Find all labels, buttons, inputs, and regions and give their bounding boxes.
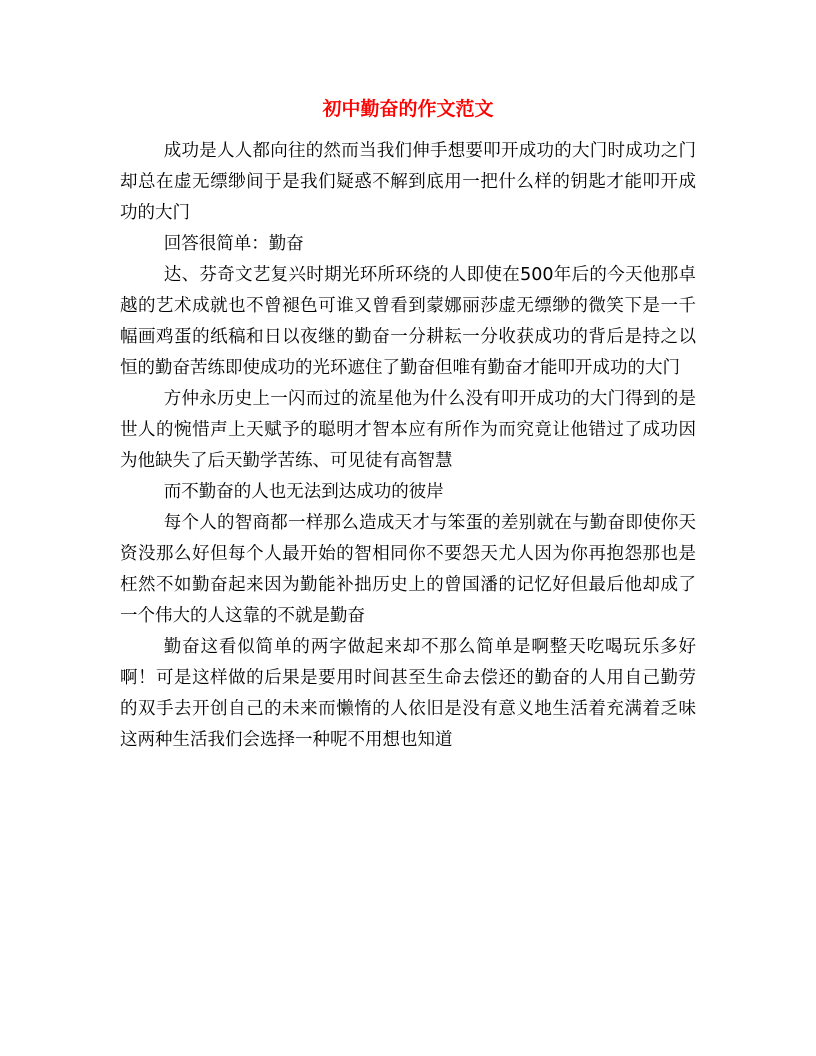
paragraph-2: 回答很简单：勤奋 [163, 234, 304, 254]
paragraph-5: 而不勤奋的人也无法到达成功的彼岸 [163, 482, 444, 502]
paragraph-1: 成功是人人都向往的然而当我们伸手想要叩开成功的大门时成功之门却总在虚无缥缈间于是我们疑惑不解到底用一把什么样的钥匙才能叩开成功的大门 [120, 141, 696, 223]
paragraph-4: 方仲永历史上一闪而过的流星他为什么没有叩开成功的大门得到的是世人的惋惜声上天赋予的聪明才智本应有所作为而究竟让他错过了成功因为他缺失了后天勤学苦练、可见徒有高智慧 [120, 389, 696, 471]
paragraph-7: 勤奋这看似简单的两字做起来却不那么简单是啊整天吃喝玩乐多好啊！可是这样做的后果是要用时间甚至生命去偿还的勤奋的人用自己勤劳的双手去开创自己的未来而懒惰的人依旧是没有意义地生活着充满着乏味这两种生活我们会选择一种呢不用想也知道 [120, 637, 696, 750]
paragraph-6: 每个人的智商都一样那么造成天才与笨蛋的差别就在与勤奋即使你天资没那么好但每个人最开始的智相同你不要怨天尤人因为你再抱怨那也是枉然不如勤奋起来因为勤能补拙历史上的曾国潘的记忆好但最后他却成了一个伟大的人这靠的不就是勤奋 [120, 513, 696, 626]
paragraph-3: 达、芬奇文艺复兴时期光环所环绕的人即使在500年后的今天他那卓越的艺术成就也不曾褪色可谁又曾看到蒙娜丽莎虚无缥缈的微笑下是一千幅画鸡蛋的纸稿和日以夜继的勤奋一分耕耘一分收获成功的背后是持之以恒的勤奋苦练即使成功的光环遮住了勤奋但唯有勤奋才能叩开成功的大门 [120, 265, 696, 378]
document-body [120, 136, 696, 756]
document-title: 初中勤奋的作文范文 [322, 98, 494, 120]
